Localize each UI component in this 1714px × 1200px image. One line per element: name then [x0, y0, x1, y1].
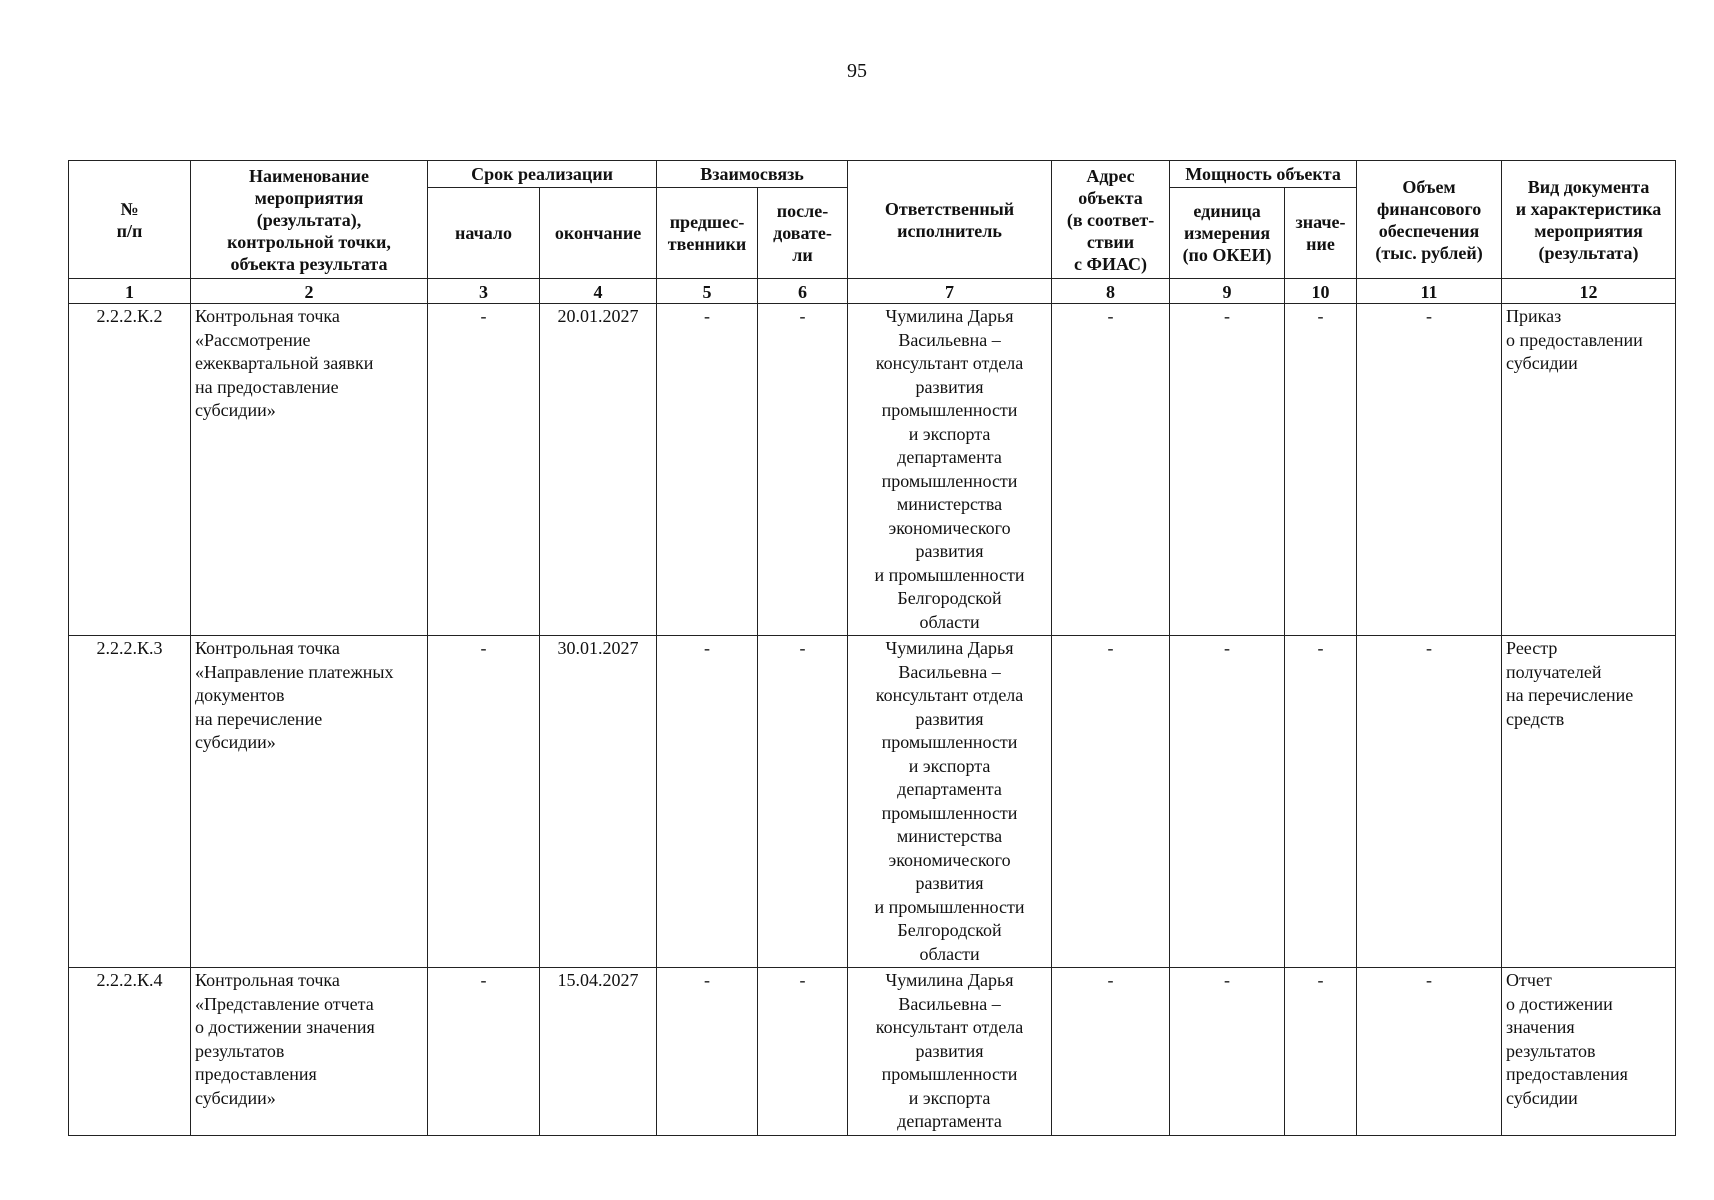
- column-number: 7: [848, 279, 1052, 304]
- cell-successors: -: [758, 636, 848, 968]
- header-start: начало: [428, 188, 540, 279]
- cell-name: Контрольная точка «Рассмотрение ежеквартальной заявки на предоставление субсидии»: [191, 304, 428, 636]
- cell-predecessors: -: [657, 304, 758, 636]
- page-number: 95: [847, 60, 867, 82]
- cell-responsible: Чумилина Дарья Васильевна – консультант отдела развития промышленности и экспорта департамента промышленности министерства экономического развития и промышленности Белгородской области: [848, 636, 1052, 968]
- header-successors: после- довате- ли: [758, 188, 848, 279]
- column-number: 12: [1502, 279, 1676, 304]
- table-body: [69, 304, 1676, 1136]
- column-number: 6: [758, 279, 848, 304]
- header-responsible: Ответственный исполнитель: [848, 161, 1052, 279]
- cell-predecessors: -: [657, 636, 758, 968]
- table-row: [69, 968, 1676, 1136]
- header-value: значе- ние: [1285, 188, 1357, 279]
- header-link-group: Взаимосвязь: [657, 161, 848, 188]
- column-numbers-row: [69, 279, 1676, 304]
- column-number: 2: [191, 279, 428, 304]
- table-header: [69, 161, 1676, 304]
- header-num: № п/п: [69, 161, 191, 279]
- cell-num: 2.2.2.К.2: [69, 304, 191, 636]
- table-row: [69, 304, 1676, 636]
- cell-successors: -: [758, 968, 848, 1136]
- cell-start: -: [428, 968, 540, 1136]
- cell-predecessors: -: [657, 968, 758, 1136]
- cell-end: 30.01.2027: [540, 636, 657, 968]
- cell-address: -: [1052, 304, 1170, 636]
- header-name: Наименование мероприятия (результата), контрольной точки, объекта результата: [191, 161, 428, 279]
- column-number: 5: [657, 279, 758, 304]
- header-predecessors: предшес- твенники: [657, 188, 758, 279]
- column-number: 11: [1357, 279, 1502, 304]
- table-row: [69, 636, 1676, 968]
- cell-name: Контрольная точка «Представление отчета о достижении значения результатов предоставления субсидии»: [191, 968, 428, 1136]
- events-table: [68, 160, 1676, 1136]
- column-number: 10: [1285, 279, 1357, 304]
- cell-start: -: [428, 304, 540, 636]
- cell-unit: -: [1170, 304, 1285, 636]
- cell-responsible: Чумилина Дарья Васильевна – консультант отдела развития промышленности и экспорта департамента: [848, 968, 1052, 1136]
- cell-responsible: Чумилина Дарья Васильевна – консультант отдела развития промышленности и экспорта департамента промышленности министерства экономического развития и промышленности Белгородской области: [848, 304, 1052, 636]
- cell-num: 2.2.2.К.4: [69, 968, 191, 1136]
- column-number: 4: [540, 279, 657, 304]
- cell-address: -: [1052, 968, 1170, 1136]
- header-doc-type: Вид документа и характеристика мероприятия (результата): [1502, 161, 1676, 279]
- column-number: 8: [1052, 279, 1170, 304]
- cell-finance: -: [1357, 304, 1502, 636]
- cell-finance: -: [1357, 636, 1502, 968]
- cell-unit: -: [1170, 636, 1285, 968]
- cell-finance: -: [1357, 968, 1502, 1136]
- cell-unit: -: [1170, 968, 1285, 1136]
- cell-doc: Приказ о предоставлении субсидии: [1502, 304, 1676, 636]
- header-unit: единица измерения (по ОКЕИ): [1170, 188, 1285, 279]
- header-capacity-group: Мощность объекта: [1170, 161, 1357, 188]
- header-address: Адрес объекта (в соответ- ствии с ФИАС): [1052, 161, 1170, 279]
- cell-value: -: [1285, 636, 1357, 968]
- column-number: 9: [1170, 279, 1285, 304]
- cell-value: -: [1285, 304, 1357, 636]
- cell-end: 15.04.2027: [540, 968, 657, 1136]
- cell-start: -: [428, 636, 540, 968]
- cell-num: 2.2.2.К.3: [69, 636, 191, 968]
- cell-end: 20.01.2027: [540, 304, 657, 636]
- column-number: 3: [428, 279, 540, 304]
- cell-doc: Реестр получателей на перечисление средств: [1502, 636, 1676, 968]
- header-finance: Объем финансового обеспечения (тыс. рублей): [1357, 161, 1502, 279]
- cell-successors: -: [758, 304, 848, 636]
- header-end: окончание: [540, 188, 657, 279]
- cell-address: -: [1052, 636, 1170, 968]
- cell-value: -: [1285, 968, 1357, 1136]
- cell-doc: Отчет о достижении значения результатов предоставления субсидии: [1502, 968, 1676, 1136]
- cell-name: Контрольная точка «Направление платежных документов на перечисление субсидии»: [191, 636, 428, 968]
- column-number: 1: [69, 279, 191, 304]
- header-srok-group: Срок реализации: [428, 161, 657, 188]
